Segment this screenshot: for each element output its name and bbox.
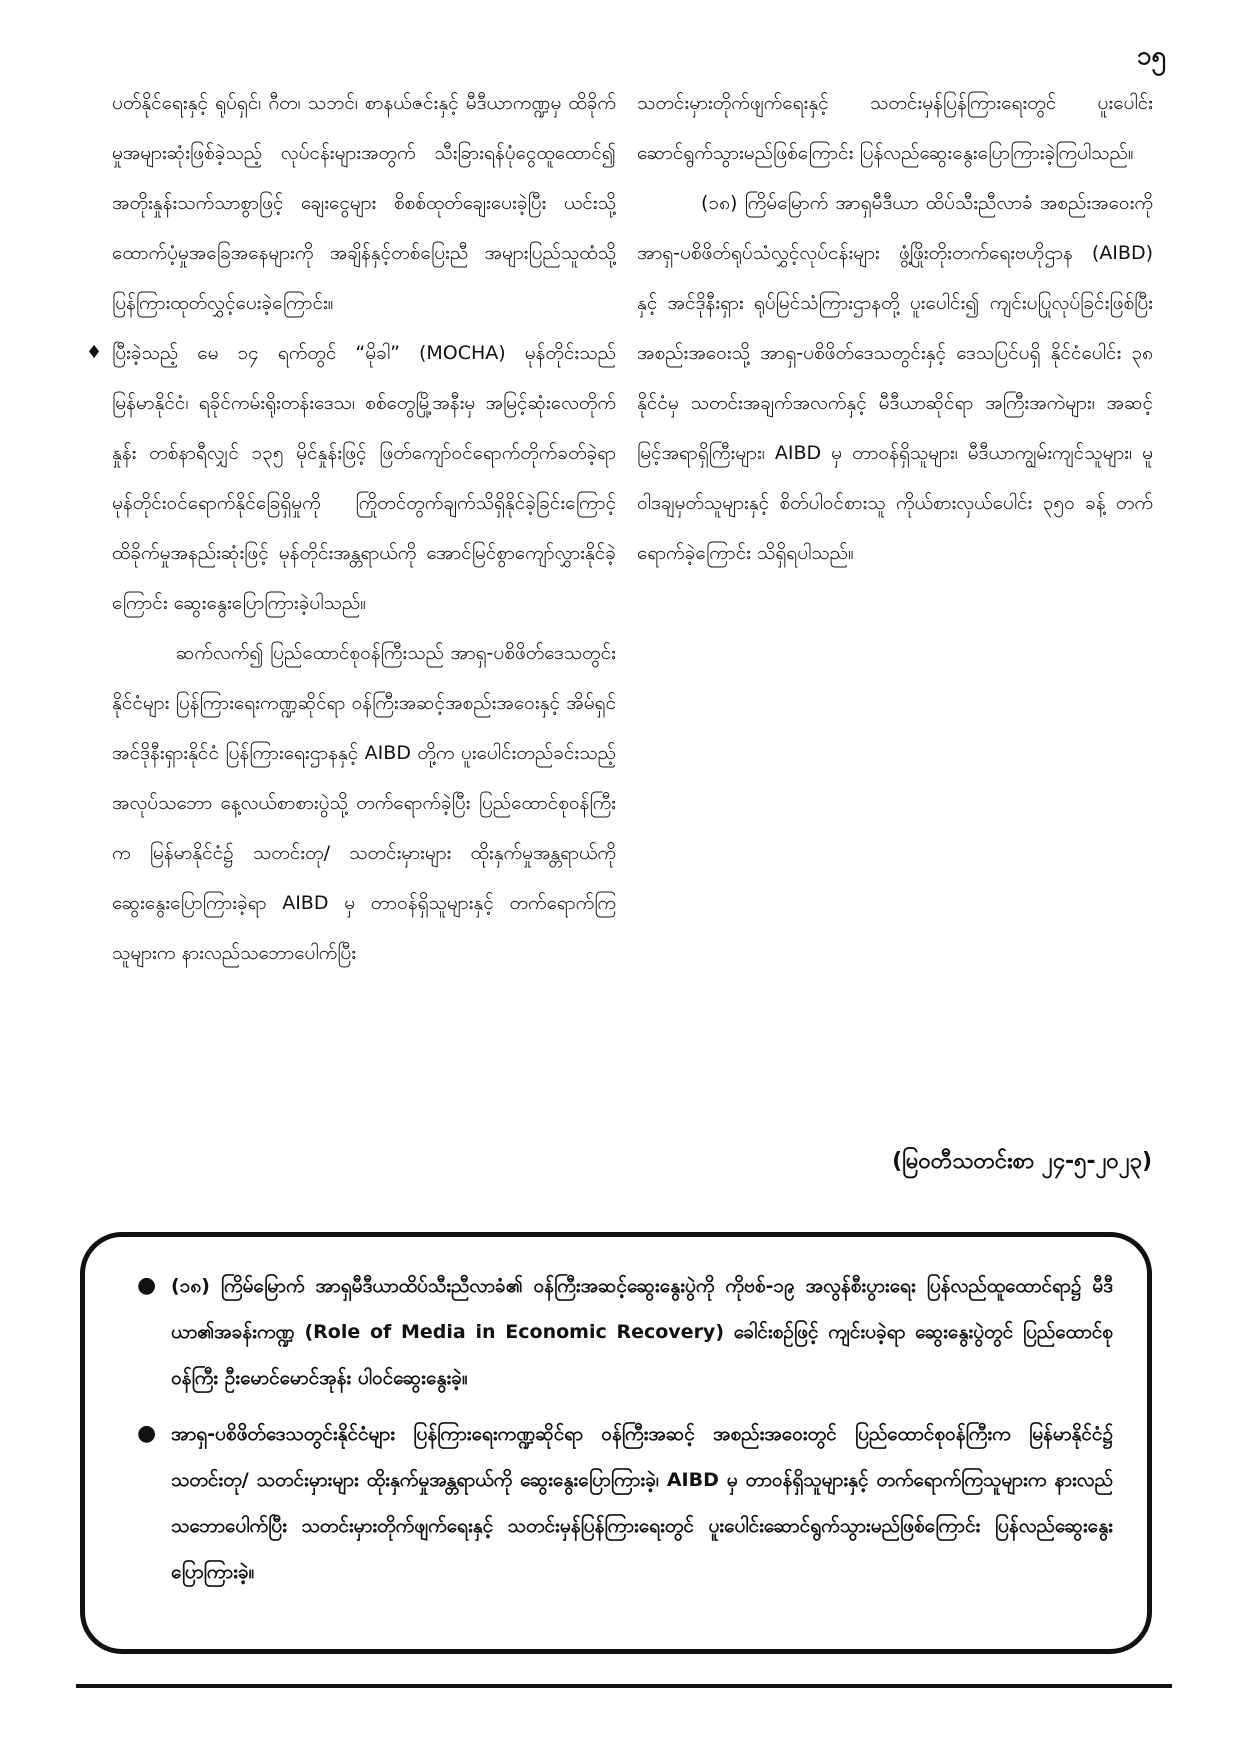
left-paragraph-two: ဆက်လက်၍ ပြည်ထောင်စုဝန်ကြီးသည် အာရှ-ပစိဖိတ်ဒေသတွင်းနိုင်ငံများ ပြန်ကြားရေးကဏ္ဍဆိုင်ရာ ဝန်ကြီးအဆင့်အစည်းအဝေးနှင့် အိမ်ရှင်အင်ဒိုနီးရှားနိုင်ငံ ပြန်ကြားရေးဌာနနှင့် AIBD တို့က ပူးပေါင်းတည်ခင်းသည့် အလုပ်သဘော နေ့လယ်စာစားပွဲသို့ တက်ရောက်ခဲ့ပြီး ပြည်ထောင်စုဝန်ကြီးက မြန်မာနိုင်ငံ၌ သတင်းတု/ သတင်းမှားများ ထိုးနှက်မှုအန္တရာယ်ကို ဆွေးနွေးပြောကြားခဲ့ရာ AIBD မှ တာဝန်ရှိသူများနှင့် တက်ရောက်ကြသူများက နားလည်သဘောပေါက်ပြီး (112, 642, 616, 964)
summary-item (137, 1411, 1113, 1595)
footer-divider (76, 1684, 1172, 1688)
mocha-bullet-item (86, 328, 616, 628)
bullet-dot-icon: ● (137, 1421, 157, 1446)
page-number: ၁၅ (1136, 41, 1166, 71)
diamond-bullet-icon: ♦ (86, 342, 103, 363)
right-paragraph-continued: သတင်းမှားတိုက်ဖျက်ရေးနှင့် သတင်းမှန်ပြန်ကြားရေးတွင် ပူးပေါင်းဆောင်ရွက်သွားမည်ဖြစ်ကြောင်း ပြန်လည်ဆွေးနွေးပြောကြားခဲ့ကြပါသည်။ (637, 92, 1153, 164)
mocha-bullet-text: ပြီးခဲ့သည့် မေ ၁၄ ရက်တွင် “မိုခါ” (MOCHA) မုန်တိုင်းသည် မြန်မာနိုင်ငံ၊ ရခိုင်ကမ်းရိုးတန်းဒေသ၊ စစ်တွေမြို့အနီးမှ အမြင့်ဆုံးလေတိုက်နှုန်း တစ်နာရီလျှင် ၁၃၅ မိုင်နှုန်းဖြင့် ဖြတ်ကျော်ဝင်ရောက်တိုက်ခတ်ခဲ့ရာ မုန်တိုင်းဝင်ရောက်နိုင်ခြေရှိမှုကို ကြိုတင်တွက်ချက်သိရှိနိုင်ခဲ့ခြင်းကြောင့် ထိခိုက်မှုအနည်းဆုံးဖြင့် မုန်တိုင်းအန္တရာယ်ကို အောင်မြင်စွာကျော်လွှားနိုင်ခဲ့ကြောင်း ဆွေးနွေးပြောကြားခဲ့ပါသည်။ (112, 342, 616, 614)
summary-item-text: အာရှ-ပစိဖိတ်ဒေသတွင်းနိုင်ငံများ ပြန်ကြားရေးကဏ္ဍဆိုင်ရာ ဝန်ကြီးအဆင့် အစည်းအဝေးတွင် ပြည်ထောင်စုဝန်ကြီးက မြန်မာနိုင်ငံ၌ သတင်းတု/ သတင်းမှားများ ထိုးနှက်မှုအန္တရာယ်ကို ဆွေးနွေးပြောကြားခဲ့၊ AIBD မှ တာဝန်ရှိသူများနှင့် တက်ရောက်ကြသူများက နားလည်သဘောပေါက်ပြီး သတင်းမှားတိုက်ဖျက်ရေးနှင့် သတင်းမှန်ပြန်ကြားရေးတွင် ပူးပေါင်းဆောင်ရွက်သွားမည်ဖြစ်ကြောင်း ပြန်လည်ဆွေးနွေးပြောကြားခဲ့။ (171, 1423, 1113, 1583)
right-paragraph-two: (၁၈) ကြိမ်မြောက် အာရှမီဒီယာ ထိပ်သီးညီလာခံ အစည်းအဝေးကို အာရှ-ပစိဖိတ်ရုပ်သံလွှင့်လုပ်ငန်းများ ဖွံ့ဖြိုးတိုးတက်ရေးဗဟိုဌာန (AIBD) နှင့် အင်ဒိုနီးရှား ရုပ်မြင်သံကြားဌာနတို့ ပူးပေါင်း၍ ကျင်းပပြုလုပ်ခြင်းဖြစ်ပြီး အစည်းအဝေးသို့ အာရှ-ပစိဖိတ်ဒေသတွင်းနှင့် ဒေသပြင်ပရှိ နိုင်ငံပေါင်း ၃၈ နိုင်ငံမှ သတင်းအချက်အလက်နှင့် မီဒီယာဆိုင်ရာ အကြီးအကဲများ၊ အဆင့်မြင့်အရာရှိကြီးများ၊ AIBD မှ တာဝန်ရှိသူများ၊ မီဒီယာကျွမ်းကျင်သူများ၊ မူဝါဒချမှတ်သူများနှင့် စိတ်ပါဝင်စားသူ ကိုယ်စားလှယ်ပေါင်း ၃၅၀ ခန့် တက်ရောက်ခဲ့ကြောင်း သိရှိရပါသည်။ (637, 192, 1153, 564)
summary-item-text: (၁၈) ကြိမ်မြောက် အာရှမီဒီယာထိပ်သီးညီလာခံ၏ ဝန်ကြီးအဆင့်ဆွေးနွေးပွဲကို ကိုဗစ်-၁၉ အလွန်စီးပွားရေး ပြန်လည်ထူထောင်ရာ၌ မီဒီယာ၏အခန်းကဏ္ဍ (Role of Media in Economic Recovery) ခေါင်းစဉ်ဖြင့် ကျင်းပခဲ့ရာ ဆွေးနွေးပွဲတွင် ပြည်ထောင်စုဝန်ကြီး ဦးမောင်မောင်အုန်း ပါဝင်ဆွေးနွေးခဲ့။ (171, 1275, 1113, 1389)
summary-item (137, 1263, 1113, 1401)
left-paragraph-continued: ပတ်နိုင်ရေးနှင့် ရုပ်ရှင်၊ ဂီတ၊ သဘင်၊ စာနယ်ဇင်းနှင့် မီဒီယာကဏ္ဍမှ ထိခိုက်မှုအများဆုံးဖြစ်ခဲ့သည့် လုပ်ငန်းများအတွက် သီးခြားရန်ပုံငွေထူထောင်၍ အတိုးနှုန်းသက်သာစွာဖြင့် ချေးငွေများ စိစစ်ထုတ်ချေးပေးခဲ့ပြီး ယင်းသို့ ထောက်ပံ့မှုအခြေအနေများကို အချိန်နှင့်တစ်ပြေးညီ အများပြည်သူထံသို့ ပြန်ကြားထုတ်လွှင့်ပေးခဲ့ကြောင်း။ (112, 92, 616, 314)
left-column (86, 78, 616, 978)
right-column (637, 78, 1153, 578)
bullet-dot-icon: ● (137, 1273, 157, 1298)
source-citation: (မြဝတီသတင်းစာ ၂၄-၅-၂၀၂၃) (892, 1149, 1152, 1174)
summary-box (80, 1232, 1152, 1654)
